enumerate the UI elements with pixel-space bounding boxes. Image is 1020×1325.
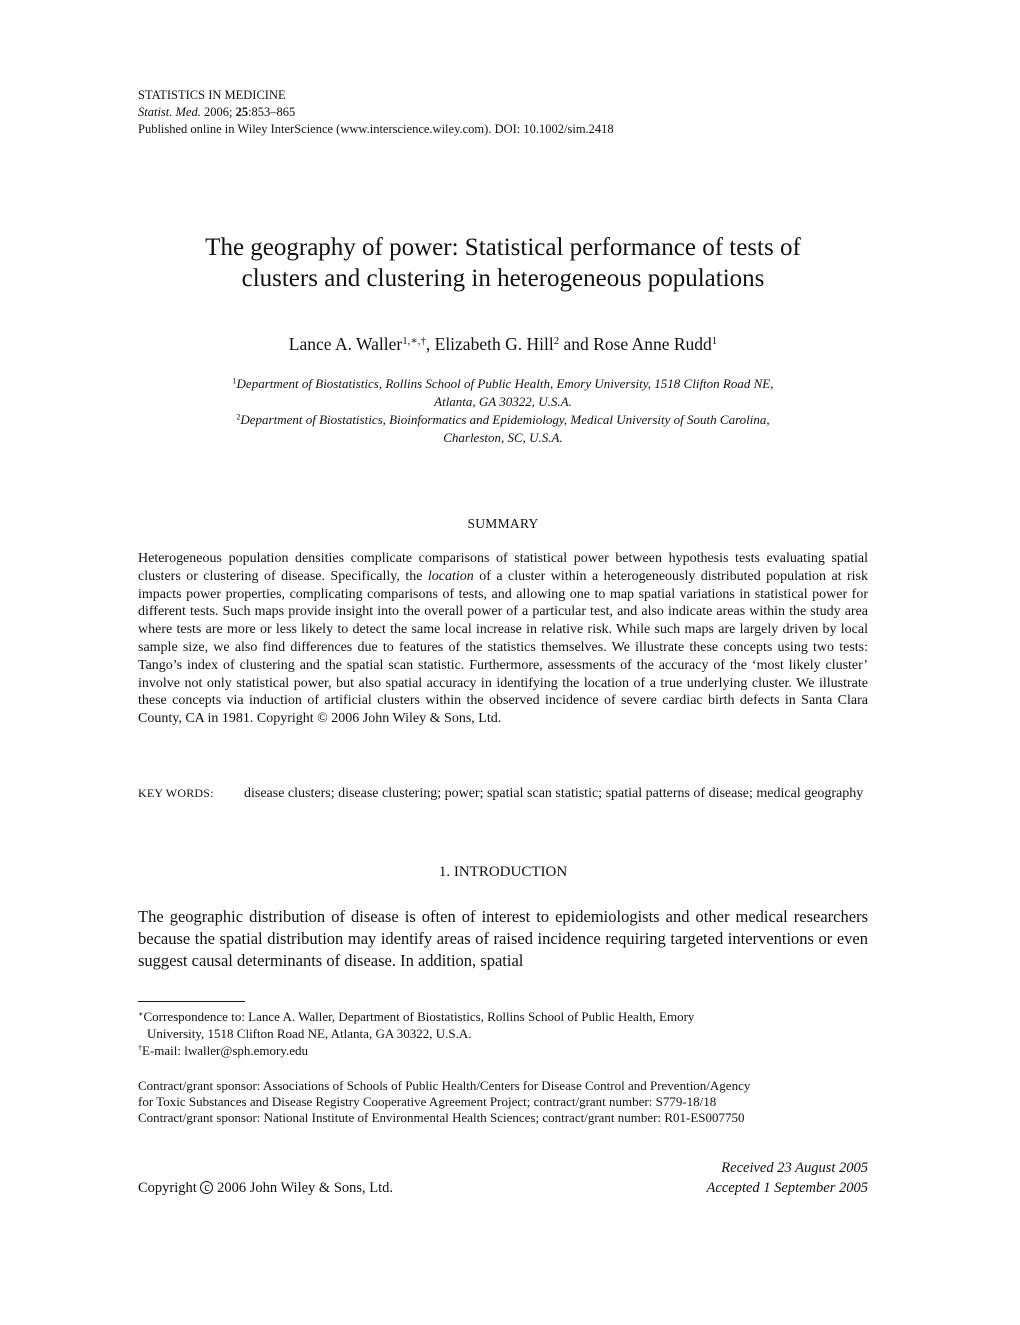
sponsor-line-1: Contract/grant sponsor: Associations of Schools of Public Health/Centers for Disease Control and Prevention/Agency [138,1078,751,1093]
summary-italic-word: location [427,568,474,584]
copyright-line [138,1178,868,1198]
keywords-label: KEY WORDS: [138,786,214,800]
correspondence-line-1: ∗Correspondence to: Lance A. Waller, Department of Biostatistics, Rollins School of Public Health, Emory [138,1009,695,1024]
affiliation-1-line-1: $^1$Department of Biostatistics, Rollins School of Public Health, Emory University, 1518 Clifton Road NE, [232,376,774,391]
summary-heading: SUMMARY [467,516,539,531]
introduction-text: The geographic distribution of disease is often of interest to epidemiologists and other medical researchers because the spatial distribution may identify areas of raised incidence requiring targeted interventions or even suggest causal determinants of disease. In addition, spatial [138,907,868,970]
grant-sponsors [138,1078,868,1126]
affiliation-2-mark: 2 [236,412,241,422]
email-text: E-mail: lwaller@sph.emory.edu [142,1043,309,1058]
footnotes [138,1008,868,1059]
citation-volume: 25 [235,105,249,119]
title-line-1: The geography of power: Statistical performance of tests of [205,234,801,261]
paper-title [100,232,906,294]
accepted-date: Accepted 1 September 2005 [706,1180,868,1196]
footnote-rule [138,1001,245,1002]
citation-abbrev: Statist. Med. [138,105,201,119]
author-3: and Rose Anne Rudd [559,334,712,354]
email-mark: † [138,1043,143,1053]
author-1: Lance A. Waller [288,334,403,354]
journal-citation [138,104,614,121]
keywords-text: disease clusters; disease clustering; power; spatial scan statistic; spatial patterns of disease; medical geography [244,786,864,801]
affiliation-2-line-1: $^2$Department of Biostatistics, Bioinformatics and Epidemiology, Medical University of South Carolina, [236,412,770,427]
affiliation-1-mark: 1 [232,376,237,386]
sponsor-line-2: for Toxic Substances and Disease Registry Cooperative Agreement Project; contract/grant number: S779-18/18 [138,1094,717,1109]
journal-header [138,87,614,138]
summary-text: Heterogeneous population densities complicate comparisons of statistical power between hypothesis tests evaluating spatial clusters or clustering of disease. Specifically, the location of a cluster within a heterogeneously distributed population at risk impacts power properties, complicating comparisons of tests, and allowing one to map spatial variations in statistical power for different tests. Such maps provide insight into the overall power of a particular test, and also indicate areas within the study area where tests are more or less likely to detect the same local increase in relative risk. While such maps are largely driven by local sample size, we also find differences due to features of the statistics themselves. We illustrate these concepts using two tests: Tango’s index of clustering and the spatial scan statistic. Furthermore, assessments of the accuracy of the ‘most likely cluster’ involve not only statistical power, but also spatial accuracy in identifying the location of a true underlying cluster. We illustrate these concepts via induction of artificial clusters within the observed incidence of severe cardiac birth defects in Santa Clara County, CA in 1981. Copyright © 2006 John Wiley & Sons, Ltd. [138,551,869,727]
published-online-line: Published online in Wiley InterScience (www.interscience.wiley.com). DOI: 10.1002/sim.2418 [138,122,614,136]
copyright-rest: 2006 John Wiley & Sons, Ltd. [213,1180,394,1196]
author-2-marks: 2 [553,335,560,348]
correspondence-mark: ∗ [138,1009,144,1019]
keywords-block [138,785,868,803]
author-3-marks: 1 [711,335,718,348]
journal-name: STATISTICS IN MEDICINE [138,88,286,102]
affiliation-1-line-2: Atlanta, GA 30322, U.S.A. [434,394,572,409]
received-date: Received 23 August 2005 [721,1160,868,1176]
author-2: , Elizabeth G. Hill [425,334,554,354]
correspondence-line-2: University, 1518 Clifton Road NE, Atlanta, GA 30322, U.S.A. [147,1026,472,1041]
introduction-heading: 1. INTRODUCTION [438,864,568,880]
email-footnote [138,1042,868,1059]
citation-year: 2006; [200,105,236,119]
author-1-marks: 1,∗,† [402,335,426,348]
affiliations [138,375,868,447]
affiliation-2-line-2: Charleston, SC, U.S.A. [443,430,563,445]
copyright-symbol: c [200,1181,213,1194]
author-list [100,334,906,355]
copyright-prefix: Copyright [138,1180,201,1196]
citation-pages: :853–865 [248,105,296,119]
sponsor-line-3: Contract/grant sponsor: National Institute of Environmental Health Sciences; contract/grant number: R01-ES007750 [138,1110,745,1125]
title-line-2: clusters and clustering in heterogeneous populations [241,265,765,292]
